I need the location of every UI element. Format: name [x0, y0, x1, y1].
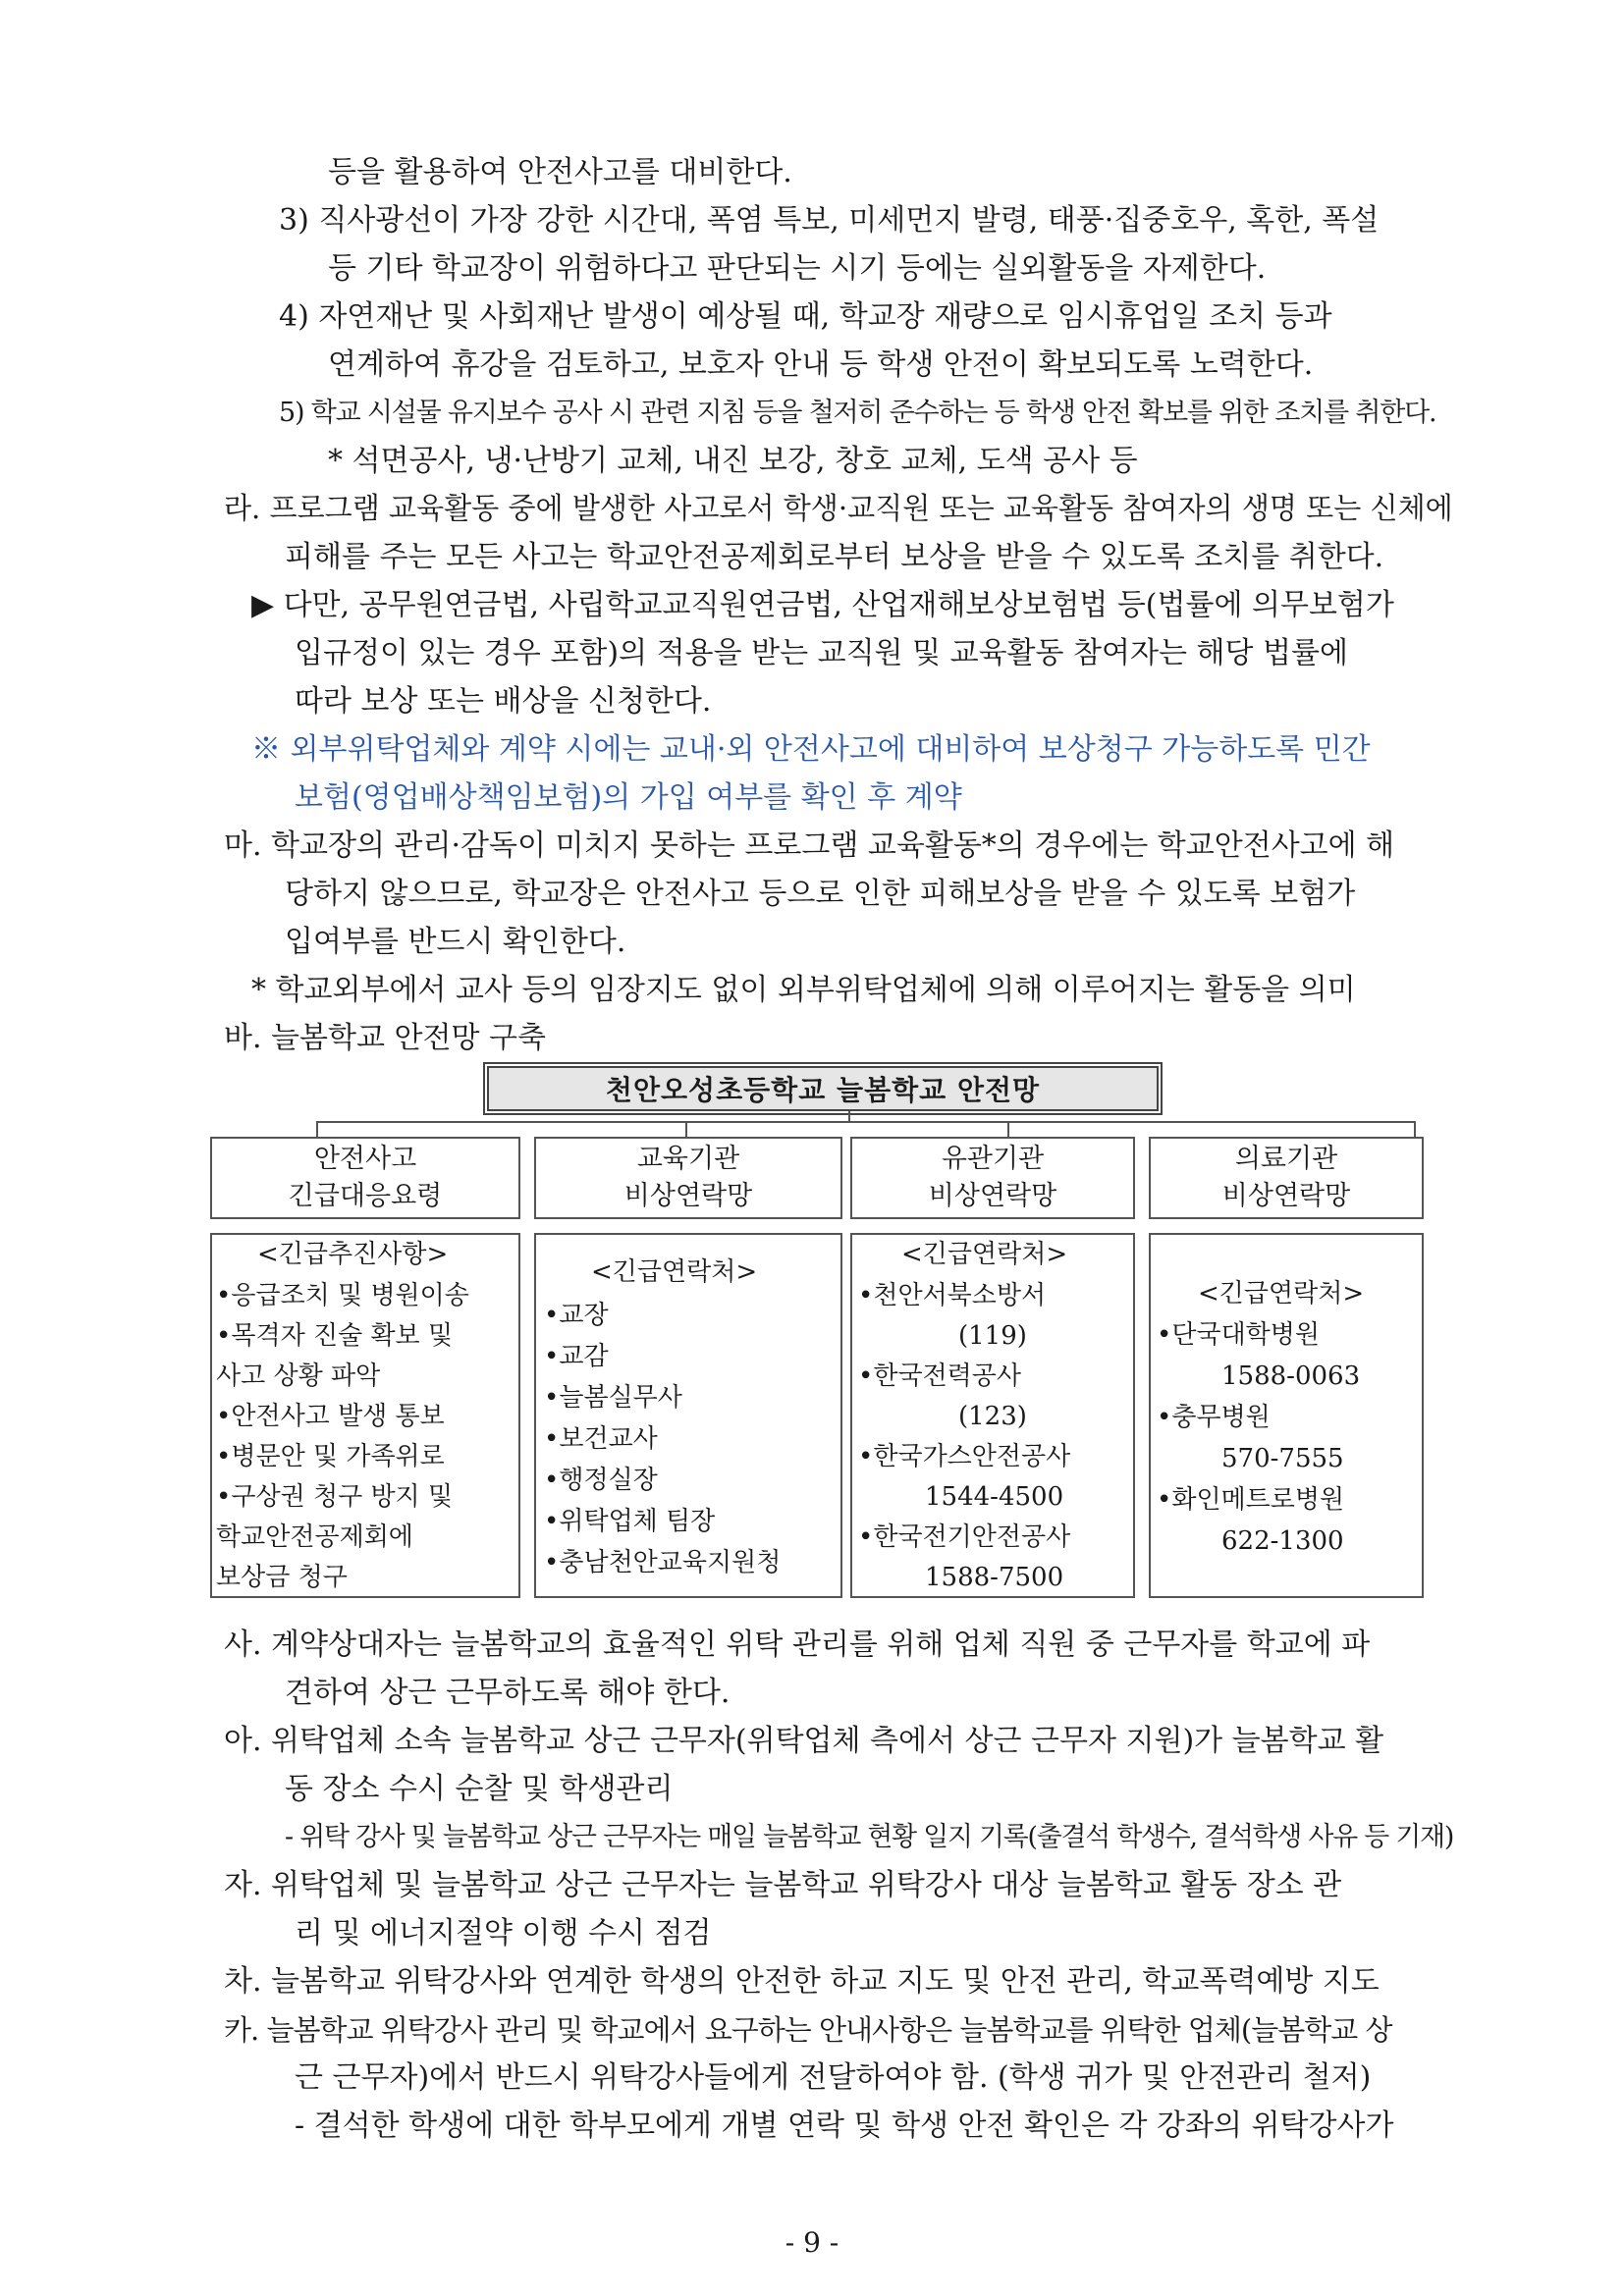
list-heading: <긴급연락처> [1198, 1279, 1365, 1308]
list-item: •늘봄실무사 [544, 1383, 682, 1413]
text-line-note: ※ 외부위탁업체와 계약 시에는 교내·외 안전사고에 대비하여 보상청구 가능하도록 민간 [251, 732, 1371, 767]
list-item-number: 1544-4500 [925, 1482, 1064, 1512]
list-item: •한국전기안전공사 [858, 1522, 1071, 1552]
list-item-number: (119) [958, 1321, 1027, 1351]
header-line: 긴급대응요령 [288, 1181, 443, 1211]
text-line: - 결석한 학생에 대한 학부모에게 개별 연락 및 학생 안전 확인은 각 강좌의 위탁강사가 [295, 2109, 1394, 2143]
text-line: 차. 늘봄학교 위탁강사와 연계한 학생의 안전한 하교 지도 및 안전 관리, 학교폭력예방 지도 [224, 1964, 1380, 1999]
list-item: •응급조치 및 병원이송 [216, 1281, 469, 1310]
list-item: •안전사고 발생 통보 [216, 1402, 445, 1431]
text-line: 라. 프로그램 교육활동 중에 발생한 사고로서 학생·교직원 또는 교육활동 참여자의 생명 또는 신체에 [224, 492, 1453, 526]
list-item: •한국가스안전공사 [858, 1442, 1071, 1471]
list-item: •행정실장 [544, 1466, 658, 1495]
header-line: 비상연락망 [928, 1181, 1057, 1211]
connector-line [1007, 1121, 1009, 1137]
list-item: 보상금 청구 [216, 1563, 348, 1592]
text-line: - 위탁 강사 및 늘봄학교 상근 근무자는 매일 늘봄학교 현황 일지 기록(출결석 학생수, 결석학생 사유 등 기재) [285, 1822, 1454, 1852]
text-line: 따라 보상 또는 배상을 신청한다. [295, 684, 712, 719]
connector-line [316, 1121, 1416, 1123]
content-box-education [534, 1233, 842, 1598]
text-line: 피해를 주는 모든 사고는 학교안전공제회로부터 보상을 받을 수 있도록 조치를 취한다. [285, 540, 1384, 574]
header-box-related-agencies [850, 1137, 1135, 1219]
list-item: •목격자 진술 확보 및 [216, 1321, 454, 1351]
text-line: 연계하여 휴강을 검토하고, 보호자 안내 등 학생 안전이 확보되도록 노력한다. [328, 347, 1314, 382]
header-line: 비상연락망 [1221, 1181, 1351, 1211]
text-line-note: 보험(영업배상책임보험)의 가입 여부를 확인 후 계약 [295, 780, 962, 815]
connector-line [1414, 1121, 1416, 1137]
content-box-related-agencies [850, 1233, 1135, 1598]
text-line: 견하여 상근 근무하도록 해야 한다. [285, 1676, 731, 1710]
header-line: 의료기관 [1234, 1144, 1338, 1174]
list-item-number: 570-7555 [1221, 1444, 1344, 1473]
text-line: 아. 위탁업체 소속 늘봄학교 상근 근무자(위탁업체 측에서 상근 근무자 지원)가 늘봄학교 활 [224, 1724, 1384, 1758]
text-line: 3) 직사광선이 가장 강한 시간대, 폭염 특보, 미세먼지 발령, 태풍·집중호우, 혹한, 폭설 [279, 203, 1380, 238]
list-item-number: (123) [958, 1402, 1027, 1431]
header-line: 유관기관 [941, 1144, 1045, 1174]
list-item: •천안서북소방서 [858, 1281, 1047, 1310]
text-line: 당하지 않으므로, 학교장은 안전사고 등으로 인한 피해보상을 받을 수 있도록 보험가 [285, 877, 1356, 911]
list-item: •구상권 청구 방지 및 [216, 1482, 454, 1512]
text-line: 입규정이 있는 경우 포함)의 적용을 받는 교직원 및 교육활동 참여자는 해당 법률에 [295, 636, 1348, 670]
text-line: 5) 학교 시설물 유지보수 공사 시 관련 지침 등을 철저히 준수하는 등 학생 안전 확보를 위한 조치를 취한다. [279, 398, 1436, 428]
list-item: 사고 상황 파악 [216, 1362, 381, 1391]
text-line: 등 기타 학교장이 위험하다고 판단되는 시기 등에는 실외활동을 자제한다. [328, 251, 1267, 286]
list-item: •교장 [544, 1301, 609, 1330]
text-line: 근 근무자)에서 반드시 위탁강사들에게 전달하여야 함. (학생 귀가 및 안전관리 철저) [295, 2060, 1372, 2095]
header-line: 비상연락망 [623, 1181, 753, 1211]
text-line: * 학교외부에서 교사 등의 임장지도 없이 외부위탁업체에 의해 이루어지는 활동을 의미 [251, 973, 1356, 1007]
text-line: 마. 학교장의 관리·감독이 미치지 못하는 프로그램 교육활동*의 경우에는 학교안전사고에 해 [224, 828, 1395, 863]
list-item: •병문안 및 가족위로 [216, 1442, 445, 1471]
text-line: ▶ 다만, 공무원연금법, 사립학교교직원연금법, 산업재해보상보험법 등(법률에 의무보험가 [251, 588, 1394, 622]
list-item: •교감 [544, 1342, 609, 1371]
header-line: 안전사고 [313, 1144, 417, 1174]
header-box-education [534, 1137, 842, 1219]
list-item: •충남천안교육지원청 [544, 1548, 782, 1577]
text-line: 바. 늘봄학교 안전망 구축 [224, 1021, 546, 1055]
list-item: •한국전력공사 [858, 1362, 1022, 1391]
text-line: 자. 위탁업체 및 늘봄학교 상근 근무자는 늘봄학교 위탁강사 대상 늘봄학교 활동 장소 관 [224, 1868, 1342, 1902]
diagram-title: 천안오성초등학교 늘봄학교 안전망 [487, 1066, 1159, 1111]
list-item-number: 1588-7500 [925, 1563, 1064, 1592]
list-heading: <긴급추진사항> [257, 1240, 449, 1269]
header-box-safety-accident [210, 1137, 520, 1219]
list-item: 학교안전공제회에 [216, 1522, 413, 1552]
list-item: •충무병원 [1157, 1403, 1271, 1432]
text-line: 카. 늘봄학교 위탁강사 관리 및 학교에서 요구하는 안내사항은 늘봄학교를 위탁한 업체(늘봄학교 상 [224, 2013, 1392, 2047]
header-box-medical [1149, 1137, 1424, 1219]
text-line: 사. 계약상대자는 늘봄학교의 효율적인 위탁 관리를 위해 업체 직원 중 근무자를 학교에 파 [224, 1628, 1371, 1662]
text-line: * 석면공사, 냉·난방기 교체, 내진 보강, 창호 교체, 도색 공사 등 [328, 444, 1138, 478]
list-item-number: 622-1300 [1221, 1526, 1344, 1556]
list-item: •화인메트로병원 [1157, 1485, 1345, 1515]
text-line: 4) 자연재난 및 사회재난 발생이 예상될 때, 학교장 재량으로 임시휴업일 조치 등과 [279, 299, 1332, 334]
header-line: 교육기관 [636, 1144, 740, 1174]
list-heading: <긴급연락처> [901, 1240, 1068, 1269]
text-line: 동 장소 수시 순찰 및 학생관리 [285, 1772, 674, 1806]
connector-line [685, 1121, 687, 1137]
list-item: •단국대학병원 [1157, 1320, 1321, 1350]
list-item-number: 1588-0063 [1221, 1362, 1361, 1391]
text-line: 리 및 에너지절약 이행 수시 점검 [295, 1916, 712, 1950]
content-box-medical [1149, 1233, 1424, 1598]
text-line: 등을 활용하여 안전사고를 대비한다. [328, 155, 792, 189]
list-item: •보건교사 [544, 1424, 658, 1454]
content-box-safety-accident [210, 1233, 520, 1598]
list-item: •위탁업체 팀장 [544, 1507, 716, 1536]
text-line: 입여부를 반드시 확인한다. [285, 925, 626, 959]
page-number: - 9 - [785, 2226, 839, 2259]
list-heading: <긴급연락처> [591, 1257, 758, 1287]
connector-line [316, 1121, 318, 1137]
